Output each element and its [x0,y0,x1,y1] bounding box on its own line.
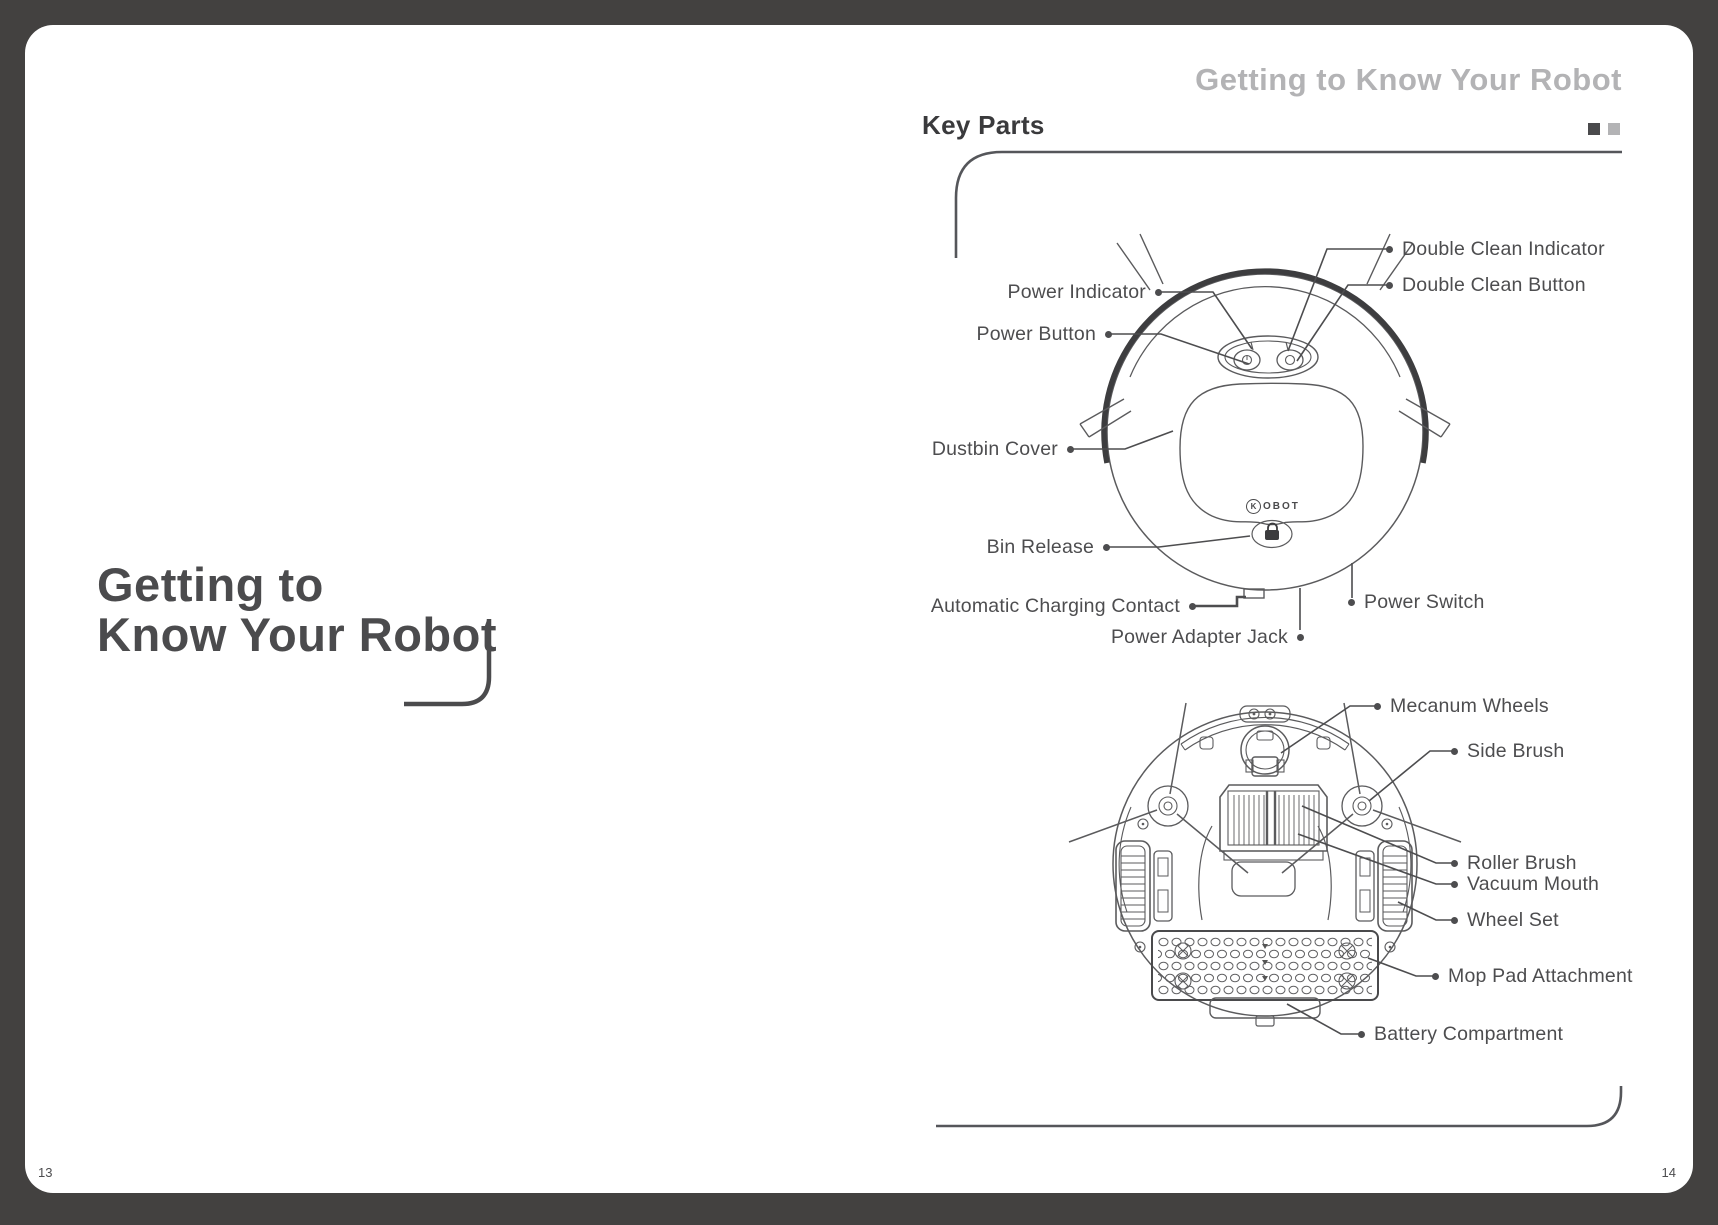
kobot-logo [1246,499,1300,514]
part-label-text: Double Clean Button [1402,273,1586,296]
label-dot [1374,703,1381,710]
section-marker-light-square [1608,123,1620,135]
label-dot [1105,331,1112,338]
part-label-power-adapter-jack [1111,625,1304,649]
part-label-vacuum-mouth [1451,872,1599,896]
part-label-power-indicator [1008,280,1162,304]
part-label-dustbin-cover [932,437,1074,461]
part-label-bin-release [987,535,1110,559]
part-label-text: Battery Compartment [1374,1022,1564,1045]
part-label-text: Bin Release [986,535,1094,558]
part-label-double-clean-indicator [1386,237,1605,261]
part-label-automatic-charging-contact [931,594,1196,618]
section-title: Key Parts [922,110,1045,140]
part-label-mecanum-wheels [1374,694,1549,718]
label-dot [1451,748,1458,755]
part-label-text: Side Brush [1467,739,1565,762]
part-label-text: Roller Brush [1467,851,1577,874]
chapter-title-line2: Know Your Robot [97,608,497,661]
label-dot [1386,246,1393,253]
part-label-text: Power Switch [1364,590,1485,613]
label-dot [1432,973,1439,980]
label-dot [1067,446,1074,453]
kobot-logo-text: OBOT [1263,501,1300,512]
label-dot [1189,603,1196,610]
page-number-left: 13 [38,1165,53,1180]
part-label-text: Mecanum Wheels [1390,694,1549,717]
part-label-text: Mop Pad Attachment [1448,964,1633,987]
kobot-logo-circled-k: K [1246,499,1261,514]
part-label-text: Power Adapter Jack [1110,625,1288,648]
label-dot [1451,860,1458,867]
part-label-power-button [977,322,1112,346]
label-dot [1358,1031,1365,1038]
part-label-text: Double Clean Indicator [1402,237,1605,260]
chapter-title [97,560,497,660]
part-label-wheel-set [1451,908,1559,932]
page-number-right: 14 [1661,1165,1676,1180]
label-dot [1155,289,1162,296]
chapter-title-line1: Getting to [97,558,324,611]
part-label-text: Dustbin Cover [931,437,1058,460]
running-header: Getting to Know Your Robot [1195,62,1622,97]
part-label-side-brush [1451,739,1564,763]
part-label-power-switch [1348,590,1485,614]
part-label-battery-compartment [1358,1022,1563,1046]
label-dot [1348,599,1355,606]
label-dot [1451,881,1458,888]
label-dot [1386,282,1393,289]
section-marker-dark-square [1588,123,1600,135]
label-dot [1103,544,1110,551]
part-label-text: Vacuum Mouth [1467,872,1600,895]
part-label-mop-pad-attachment [1432,964,1633,988]
part-label-text: Automatic Charging Contact [930,594,1180,617]
part-label-text: Wheel Set [1467,908,1559,931]
part-label-text: Power Button [976,322,1096,345]
part-label-double-clean-button [1386,273,1586,297]
label-dot [1297,634,1304,641]
part-label-text: Power Indicator [1007,280,1146,303]
label-dot [1451,917,1458,924]
